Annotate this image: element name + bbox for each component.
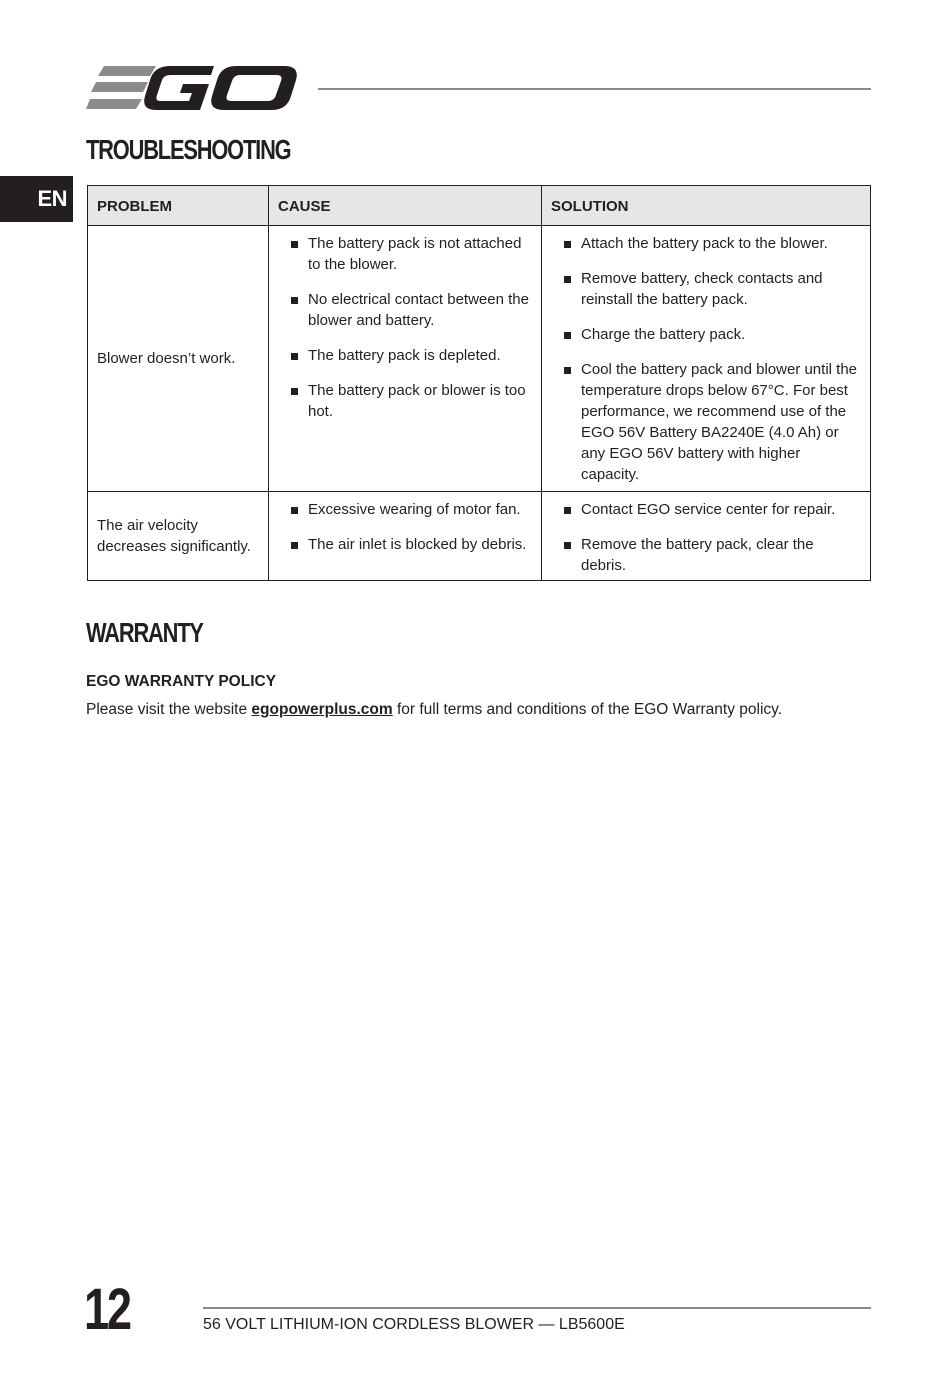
header-cause: CAUSE xyxy=(269,186,542,226)
solution-item: Remove battery, check contacts and reinstall the battery pack. xyxy=(564,268,861,310)
header-rule xyxy=(318,88,871,90)
bullet-icon xyxy=(291,507,298,514)
logo-o xyxy=(211,66,297,110)
solution-item: Cool the battery pack and blower until the temperature drops below 67°C. For best performance, we recommend use of the EGO 56V Battery BA2240E (4.0 Ah) or any EGO 56V battery with higher capacity. xyxy=(564,359,861,485)
cause-item: No electrical contact between the blower and battery. xyxy=(291,289,532,331)
footer-rule xyxy=(203,1307,871,1309)
troubleshooting-table xyxy=(87,185,871,581)
solution-cell xyxy=(542,226,871,492)
table-row xyxy=(88,492,871,581)
warranty-website-link[interactable]: egopowerplus.com xyxy=(251,701,393,718)
bullet-icon xyxy=(564,241,571,248)
cause-cell xyxy=(269,226,542,492)
bullet-icon xyxy=(291,353,298,360)
cause-cell xyxy=(269,492,542,581)
page-number: 12 xyxy=(84,1277,130,1342)
warranty-policy-heading: EGO WARRANTY POLICY xyxy=(86,673,277,690)
cause-item: Excessive wearing of motor fan. xyxy=(291,499,532,520)
bullet-icon xyxy=(291,241,298,248)
cause-item: The battery pack is not attached to the blower. xyxy=(291,233,532,275)
language-tab: EN xyxy=(0,176,73,222)
cause-item: The battery pack is depleted. xyxy=(291,345,532,366)
bullet-icon xyxy=(564,276,571,283)
bullet-icon xyxy=(291,297,298,304)
table-header-row xyxy=(88,186,871,226)
footer-title: 56 VOLT LITHIUM-ION CORDLESS BLOWER — LB5600E xyxy=(203,1316,625,1333)
solution-item: Charge the battery pack. xyxy=(564,324,861,345)
bullet-icon xyxy=(291,388,298,395)
table-row xyxy=(88,226,871,492)
bullet-icon xyxy=(564,542,571,549)
bullet-icon xyxy=(564,332,571,339)
solution-item: Contact EGO service center for repair. xyxy=(564,499,861,520)
solution-cell xyxy=(542,492,871,581)
ego-logo xyxy=(86,62,300,114)
solution-item: Attach the battery pack to the blower. xyxy=(564,233,861,254)
bullet-icon xyxy=(564,507,571,514)
bullet-icon xyxy=(564,367,571,374)
problem-cell: Blower doesn’t work. xyxy=(88,226,269,492)
warranty-policy-text: Please visit the website egopowerplus.com for full terms and conditions of the EGO Warranty policy. xyxy=(86,701,783,718)
solution-item: Remove the battery pack, clear the debris. xyxy=(564,534,861,576)
problem-cell: The air velocity decreases significantly. xyxy=(88,492,269,581)
bullet-icon xyxy=(291,542,298,549)
header-problem: PROBLEM xyxy=(88,186,269,226)
troubleshooting-title: TROUBLESHOOTING xyxy=(86,134,291,165)
logo-g xyxy=(144,66,214,110)
cause-item: The battery pack or blower is too hot. xyxy=(291,380,532,422)
cause-item: The air inlet is blocked by debris. xyxy=(291,534,532,555)
header-solution: SOLUTION xyxy=(542,186,871,226)
warranty-title: WARRANTY xyxy=(86,617,203,648)
